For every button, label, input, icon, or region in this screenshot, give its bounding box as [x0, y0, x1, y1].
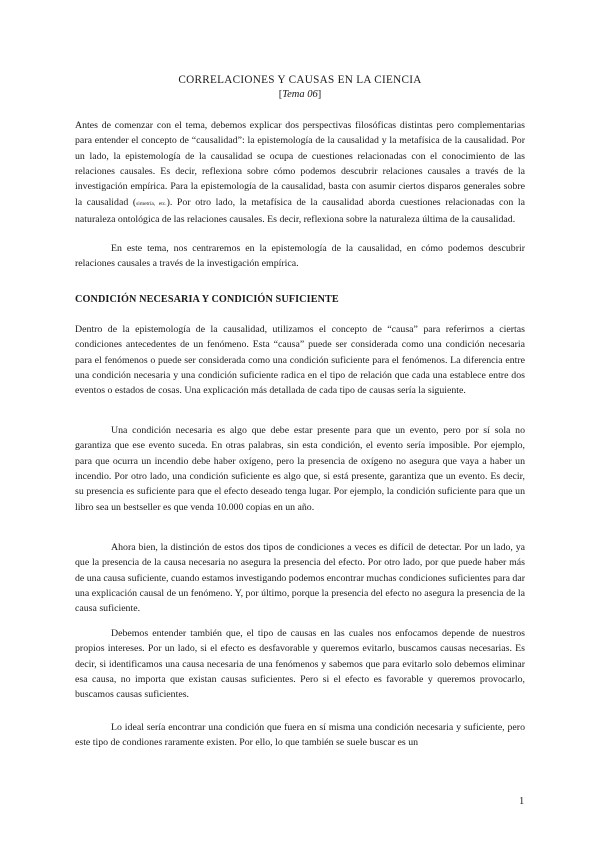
document-subtitle	[0, 89, 600, 100]
subtitle-bracket-close: ]	[317, 89, 322, 100]
paragraph-intro-small-text: simetría, etc.	[136, 200, 167, 207]
paragraph-intro-main: Antes de comenzar con el tema, debemos explicar dos perspectivas filosóficas distintas pero complementarias para entender el concepto de “causalidad”: la epistemología de la causalidad y la metafísica de la causalidad. Por un lado, la epistemología de la causalidad se ocupa de cuestiones relacionadas con el conocimiento de las relaciones causales. Es decir, reflexiona sobre cómo podemos descubrir relaciones causales a través de la investigación empírica. Para la epistemología de la causalidad, basta con asumir ciertos disparos generales sobre la causalidad (	[75, 120, 525, 208]
paragraph-focus: En este tema, nos centraremos en la epistemología de la causalidad, en cómo podemos descubrir relaciones causales a través de la investigación empírica.	[75, 243, 525, 270]
paragraph-intro-end: ). Por otro lado, la metafísica de la causalidad aborda cuestiones relacionadas con la naturaleza ontológica de las relaciones causales. Es decir, reflexiona sobre la naturaleza última de la causalidad.	[75, 196, 525, 226]
section-heading: CONDICIÓN NECESARIA Y CONDICIÓN SUFICIENTE	[75, 294, 339, 305]
paragraph-ideal: Lo ideal sería encontrar una condición que fuera en sí misma una condición necesaria y suficiente, pero este tipo de condiones raramente existen. Por ello, lo que también se suele buscar es un	[75, 722, 525, 749]
document-title: CORRELACIONES Y CAUSAS EN LA CIENCIA	[178, 74, 422, 86]
paragraph-intro	[75, 118, 525, 227]
paragraph-definition: Dentro de la epistemología de la causalidad, utilizamos el concepto de “causa” para referirnos a ciertas condiciones antecedentes de un fenómeno. Esta “causa” puede ser considerada como una condición necesaria para el fenómenos o puede ser considerada como una condición suficiente para el fenómenos. La diferencia entre una condición necesaria y una condición suficiente radica en el tipo de relación que cada una establece entre dos eventos o estados de cosas. Una explicación más detallada de cada tipo de causas sería la siguiente.	[75, 324, 525, 397]
paragraph-interests: Debemos entender también que, el tipo de causas en las cuales nos enfocamos depende de nuestros propios intereses. Por un lado, si el efecto es desfavorable y queremos evitarlo, buscamos causas necesarias. Es decir, si identificamos una causa necesaria de una fenómenos y sabemos que para evitarlo solo debemos eliminar esa causa, no importa que existan causas suficientes. Pero si el efecto es favorable y queremos provocarlo, buscamos causas suficientes.	[75, 628, 525, 701]
paragraph-detection: Ahora bien, la distinción de estos dos tipos de condiciones a veces es difícil de detectar. Por un lado, ya que la presencia de la causa necesaria no asegura la presencia del efecto. Por otro lado, por que puede haber más de una causa suficiente, cuando estamos investigando podemos encontrar muchas condiciones suficientes para dar una explicación causal de un fenómeno. Y, por último, porque la presencia del efecto no asegura la presencia de la causa suficiente.	[75, 542, 525, 615]
subtitle-bracket-open: [	[278, 89, 283, 100]
subtitle-topic: Tema 06	[282, 89, 318, 100]
paragraph-necessary-sufficient: Una condición necesaria es algo que debe estar presente para que un evento, pero por sí sola no garantiza que ese evento suceda. En otras palabras, sin esta condición, el evento sería imposible. Por ejemplo, para que ocurra un incendio debe haber oxígeno, pero la presencia de oxígeno no asegura que vaya a haber un incendio. Por otro lado, una condición suficiente es algo que, si está presente, garantiza que un evento. Es decir, su presencia es suficiente para que el efecto deseado tenga lugar. Por ejemplo, la condición suficiente para que un libro sea un bestseller es que venda 10.000 copias en un año.	[75, 425, 525, 513]
page-number: 1	[519, 796, 525, 807]
